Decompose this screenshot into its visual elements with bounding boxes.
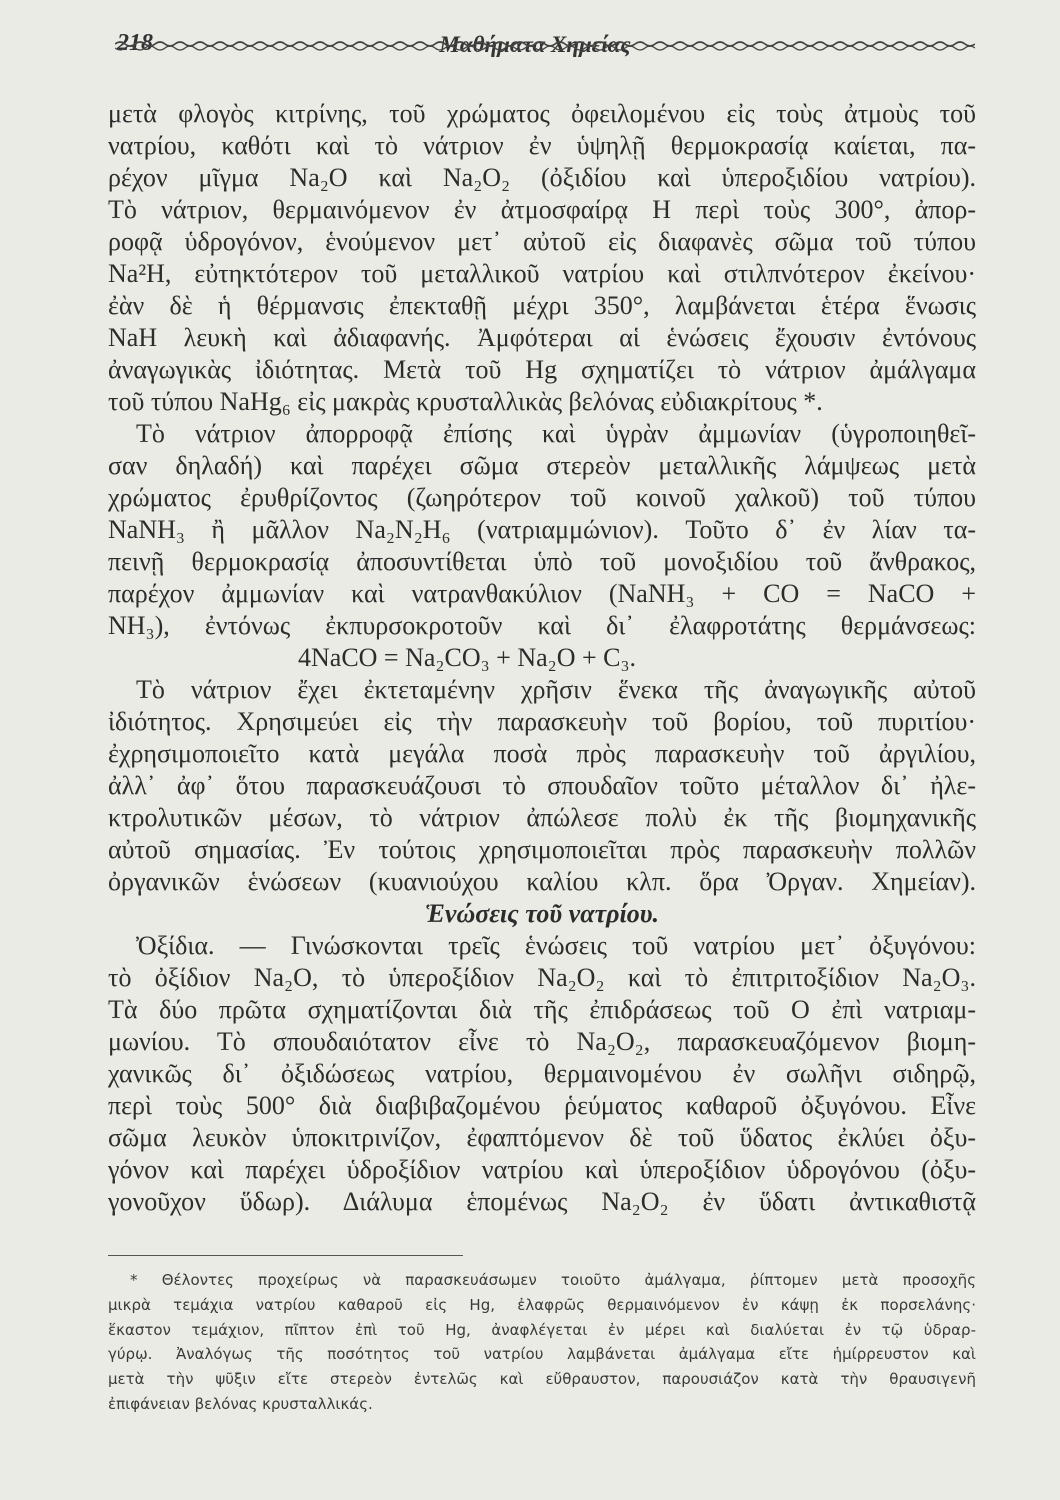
text-line: ἀναγωγικὰς ἰδιότητας. Μετὰ τοῦ Hg σχηματίζει τὸ νάτριον ἀμάλγαμα — [108, 355, 976, 384]
text-line: μωνίου. Τὸ σπουδαιότατον εἶνε τὸ Na₂O₂, παρασκευαζόμενον βιομη- — [108, 1027, 976, 1056]
footnote-line: ἕκαστον τεμάχιον, πῖπτον ἐπὶ τοῦ Hg, ἀναφλέγεται ἐν μέρει καὶ διαλύεται ἐν τῷ ὑδραρ- — [108, 1320, 976, 1339]
text-line: ρέχον μῖγμα Na₂O καὶ Na₂O₂ (ὀξιδίου καὶ ὑπεροξιδίου νατρίου). — [108, 163, 976, 192]
text-line: Ὀξίδια. — Γινώσκονται τρεῖς ἑνώσεις τοῦ νατρίου μετ᾽ ὀξυγόνου: — [136, 931, 976, 960]
text-line: τοῦ τύπου NaHg₆ εἰς μακρὰς κρυσταλλικὰς βελόνας εὐδιακρίτους *. — [108, 387, 823, 416]
text-line: αὐτοῦ σημασίας. Ἐν τούτοις χρησιμοποιεῖται πρὸς παρασκευὴν πολλῶν — [108, 835, 976, 864]
text-line: χανικῶς δι᾽ ὀξιδώσεως νατρίου, θερμαινομένου ἐν σωλῆνι σιδηρῷ, — [108, 1059, 976, 1088]
running-title: Μαθήματα Χημείας — [439, 32, 631, 57]
text-line: Τὸ νάτριον ἀπορροφᾷ ἐπίσης καὶ ὑγρὰν ἀμμωνίαν (ὑγροποιηθεῖ- — [136, 419, 976, 448]
text-line: Na²H, εὐτηκτότερον τοῦ μεταλλικοῦ νατρίου καὶ στιλπνότερον ἐκείνου· — [108, 259, 976, 288]
text-line: 4NaCO = Na₂CO₃ + Na₂O + C₃. — [298, 643, 637, 672]
body-text — [108, 98, 976, 1218]
section-heading: Ἑνώσεις τοῦ νατρίου. — [425, 899, 659, 928]
text-line: περὶ τοὺς 500° διὰ διαβιβαζομένου ῥεύματος καθαροῦ ὀξυγόνου. Εἶνε — [108, 1091, 976, 1120]
text-line: Τὸ νάτριον, θερμαινόμενον ἐν ἀτμοσφαίρᾳ H περὶ τοὺς 300°, ἀπορ- — [108, 195, 976, 224]
text-line: ροφᾷ ὑδρογόνον, ἑνούμενον μετ᾽ αὐτοῦ εἰς διαφανὲς σῶμα τοῦ τύπου — [108, 227, 976, 256]
footnote-line: ἐπιφάνειαν βελόνας κρυσταλλικάς. — [108, 1394, 373, 1413]
footnote-line: μικρὰ τεμάχια νατρίου καθαροῦ εἰς Hg, ἐλαφρῶς θερμαινόμενον ἐν κάψῃ ἐκ πορσελάνης· — [108, 1295, 976, 1314]
text-line: γονοῦχον ὕδωρ). Διάλυμα ἑπομένως Na₂O₂ ἐν ὕδατι ἀντικαθιστᾷ — [108, 1187, 976, 1216]
text-line: σῶμα λευκὸν ὑποκιτρινίζον, ἐφαπτόμενον δὲ τοῦ ὕδατος ἐκλύει ὀξυ- — [108, 1123, 976, 1152]
text-line: NaNH₃ ἢ μᾶλλον Na₂N₂H₆ (νατριαμμώνιον). Τοῦτο δ᾽ ἐν λίαν τα- — [108, 515, 976, 544]
text-line: χρώματος ἐρυθρίζοντος (ζωηρότερον τοῦ κοινοῦ χαλκοῦ) τοῦ τύπου — [108, 483, 976, 512]
text-line: κτρολυτικῶν μέσων, τὸ νάτριον ἀπώλεσε πολὺ ἐκ τῆς βιομηχανικῆς — [108, 803, 976, 832]
text-line: πεινῇ θερμοκρασίᾳ ἀποσυντίθεται ὑπὸ τοῦ μονοξιδίου τοῦ ἄνθρακος, — [108, 547, 976, 576]
text-line: ἐὰν δὲ ἡ θέρμανσις ἐπεκταθῇ μέχρι 350°, λαμβάνεται ἑτέρα ἕνωσις — [108, 291, 976, 320]
text-line: ἀλλ᾽ ἀφ᾽ ὅτου παρασκευάζουσι τὸ σπουδαῖον τοῦτο μέταλλον δι᾽ ἠλε- — [108, 771, 976, 800]
footnote-line: γύρῳ. Ἀναλόγως τῆς ποσότητος τοῦ νατρίου λαμβάνεται ἀμάλγαμα εἴτε ἡμίρρευστον καὶ — [108, 1345, 976, 1364]
text-line: NaH λευκὴ καὶ ἀδιαφανής. Ἀμφότεραι αἱ ἑνώσεις ἔχουσιν ἐντόνους — [108, 323, 976, 352]
text-line: γόνον καὶ παρέχει ὑδροξίδιον νατρίου καὶ ὑπεροξίδιον ὑδρογόνου (ὀξυ- — [108, 1155, 976, 1184]
text-line: τὸ ὀξίδιον Na₂O, τὸ ὑπεροξίδιον Na₂O₂ καὶ τὸ ἐπιτριτοξίδιον Na₂O₃. — [108, 963, 976, 992]
footnote — [108, 1268, 976, 1417]
text-line: ἰδιότητος. Χρησιμεύει εἰς τὴν παρασκευὴν τοῦ βορίου, τοῦ πυριτίου· — [108, 707, 976, 736]
header-wavy-rule — [115, 38, 975, 54]
text-line: σαν δηλαδή) καὶ παρέχει σῶμα στερεὸν μεταλλικῆς λάμψεως μετὰ — [108, 451, 976, 480]
page-number: 218 — [117, 30, 153, 56]
text-line: Τὸ νάτριον ἔχει ἐκτεταμένην χρῆσιν ἕνεκα τῆς ἀναγωγικῆς αὐτοῦ — [136, 675, 976, 704]
text-line: παρέχον ἀμμωνίαν καὶ νατρανθακύλιον (NaNH₃ + CO = NaCO + — [108, 579, 976, 608]
text-line: Τὰ δύο πρῶτα σχηματίζονται διὰ τῆς ἐπιδράσεως τοῦ O ἐπὶ νατριαμ- — [108, 995, 976, 1024]
text-line: ὀργανικῶν ἑνώσεων (κυανιούχου καλίου κλπ. ὅρα Ὀργαν. Χημείαν). — [108, 867, 976, 896]
text-line: NH₃), ἐντόνως ἐκπυρσοκροτοῦν καὶ δι᾽ ἐλαφροτάτης θερμάνσεως: — [108, 611, 976, 640]
text-line: ἐχρησιμοποιεῖτο κατὰ μεγάλα ποσὰ πρὸς παρασκευὴν τοῦ ἀργιλίου, — [108, 739, 976, 768]
text-line: μετὰ φλογὸς κιτρίνης, τοῦ χρώματος ὀφειλομένου εἰς τοὺς ἀτμοὺς τοῦ — [108, 99, 976, 128]
footnote-line: * Θέλοντες προχείρως νὰ παρασκευάσωμεν τοιοῦτο ἀμάλγαμα, ῥίπτομεν μετὰ προσοχῆς — [130, 1271, 976, 1289]
text-line: νατρίου, καθότι καὶ τὸ νάτριον ἐν ὑψηλῇ θερμοκρασίᾳ καίεται, πα- — [108, 131, 976, 160]
footnote-line: μετὰ τὴν ψῦξιν εἴτε στερεὸν ἐντελῶς καὶ εὔθραυστον, παρουσιάζον κατὰ τὴν θραυσιγενῆ — [108, 1370, 976, 1389]
footnote-divider — [108, 1255, 463, 1256]
